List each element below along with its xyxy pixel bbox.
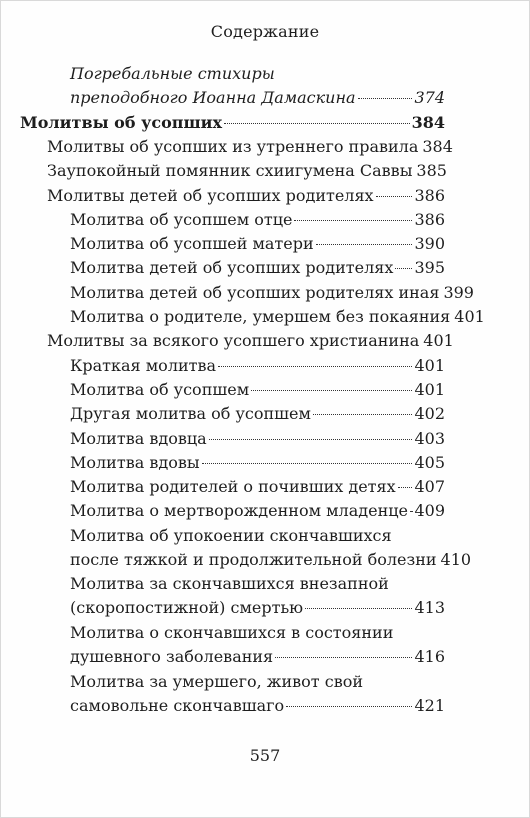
dot-leader — [398, 487, 413, 488]
toc-entry — [70, 402, 445, 426]
dot-leader — [218, 366, 412, 367]
toc-entry — [70, 572, 445, 620]
toc-entry-title: Краткая молитва — [70, 355, 217, 375]
toc-entry-page: 402 — [414, 404, 445, 424]
toc-entry-line — [70, 378, 445, 402]
toc-entry-line — [70, 572, 445, 596]
toc-entry-title: Молитва за скончавшихся внезапной — [70, 574, 389, 594]
toc-entry-title: самовольне скончавшаго — [70, 695, 285, 715]
toc-entry-page: 399 — [443, 282, 474, 302]
toc-entry-page: 384 — [411, 112, 445, 132]
dot-leader — [275, 657, 412, 658]
toc-entry-line — [70, 694, 445, 718]
toc-entry — [70, 475, 445, 499]
toc-entry-page: 407 — [414, 477, 445, 497]
dot-leader — [286, 706, 412, 707]
dot-leader — [294, 220, 412, 221]
dot-leader — [305, 608, 412, 609]
toc-entry — [70, 62, 445, 110]
toc-entry — [20, 111, 445, 135]
toc-entry-line — [47, 159, 445, 183]
dot-leader — [251, 390, 412, 391]
toc-entry-page: 374 — [414, 88, 445, 107]
toc-entry — [70, 378, 445, 402]
toc-entry-line — [70, 596, 445, 620]
toc-entry-line — [70, 475, 445, 499]
toc-entry — [47, 159, 445, 183]
dot-leader — [209, 439, 413, 440]
toc-entry-title: Молитва об усопшем — [70, 379, 250, 399]
toc-entry-line — [47, 329, 454, 353]
dot-leader — [376, 196, 413, 197]
toc-entry-title: Молитва о родителе, умершем без покаяния — [70, 307, 451, 326]
toc-entry-page: 401 — [423, 331, 454, 351]
page-title: Содержание — [210, 22, 320, 41]
toc-entry — [70, 621, 445, 669]
toc-entry-title: (скоропостижной) смертью — [70, 598, 304, 618]
toc-entry-line — [70, 281, 474, 305]
toc-entry — [70, 208, 445, 232]
toc-entry-line — [47, 184, 445, 208]
toc-entry-title: Молитва за умершего, живот свой — [70, 671, 364, 691]
toc-entry — [70, 354, 445, 378]
toc-entry-title: Молитва об упокоении скончавшихся — [70, 525, 392, 545]
toc-entry-title: душевного заболевания — [70, 646, 274, 666]
toc-entry-page: 409 — [414, 501, 445, 521]
toc-entry-line — [70, 499, 445, 523]
toc-entry-title: Молитва об усопшем отце — [70, 209, 293, 229]
toc-entry-line — [70, 524, 445, 548]
toc-entry-line — [47, 135, 453, 159]
toc-entry-line — [70, 62, 445, 86]
toc-entry-line — [70, 451, 445, 475]
toc-entry-title: Молитва вдовца — [70, 428, 207, 448]
toc-entry-title: Молитва детей об усопших родителях — [70, 258, 394, 278]
toc-entry-title: Молитва об усопшей матери — [70, 234, 314, 254]
dot-leader — [410, 511, 412, 512]
toc-entry-line — [70, 402, 445, 426]
toc-entry-page: 413 — [414, 598, 445, 618]
toc-entry-title: Молитвы детей об усопших родителях — [47, 185, 374, 205]
toc-entry-page: 385 — [416, 161, 447, 181]
toc-entry-page: 405 — [414, 452, 445, 472]
toc-entry-title: Молитва детей об усопших родителях иная — [70, 282, 440, 302]
toc-entry-title: Другая молитва об усопшем — [70, 404, 311, 424]
toc-entry-line — [70, 86, 445, 110]
toc-entry-title: Молитвы об усопших из утреннего правила — [47, 136, 419, 156]
toc-entry-title: Заупокойный помянник схиигумена Саввы — [47, 161, 413, 181]
toc-entry — [70, 281, 474, 305]
toc-entry-line — [70, 548, 472, 572]
toc-entry-line — [70, 645, 445, 669]
dot-leader — [316, 244, 413, 245]
toc-entry — [47, 184, 445, 208]
toc-entry-line — [70, 621, 445, 645]
toc-entry-title: Молитва о скончавшихся в состоянии — [70, 622, 394, 642]
toc-entry-line — [20, 111, 445, 135]
toc-entry-title: Молитва вдовы — [70, 452, 200, 472]
dot-leader — [202, 463, 413, 464]
toc-entry-page: 395 — [414, 258, 445, 278]
toc-entry — [70, 670, 445, 718]
toc-entry — [70, 256, 445, 280]
toc-entry-line — [70, 427, 445, 451]
toc-entry-page: 410 — [440, 549, 472, 569]
toc-entry — [70, 427, 445, 451]
toc-entry-line — [70, 256, 445, 280]
dot-leader — [313, 414, 412, 415]
dot-leader — [358, 98, 413, 99]
toc-entry-title: Молитвы об усопших — [20, 112, 223, 132]
toc-entry-title: Молитвы за всякого усопшего христианина — [47, 331, 420, 351]
toc-entry-line — [70, 670, 445, 694]
toc-entry-title: после тяжкой и продолжительной болезни — [70, 549, 437, 569]
toc-entry-page: 401 — [414, 355, 445, 375]
toc-entry-page: 403 — [414, 428, 445, 448]
toc-entry-page: 386 — [414, 185, 445, 205]
toc-entry — [47, 135, 453, 159]
toc-entry-title: преподобного Иоанна Дамаскина — [70, 88, 356, 107]
toc-entry-page: 390 — [414, 234, 445, 254]
toc-entry — [70, 499, 445, 523]
toc-entry-page: 421 — [414, 695, 445, 715]
dot-leader — [395, 268, 412, 269]
toc-entry-page: 401 — [454, 307, 485, 326]
toc-entry-line — [70, 305, 485, 329]
toc-entry-title: Молитва родителей о почивших детях — [70, 477, 396, 497]
toc-entry-title: Погребальные стихиры — [70, 64, 275, 83]
toc-entry-page: 401 — [414, 379, 445, 399]
toc-entry — [47, 329, 454, 353]
dot-leader — [224, 123, 410, 124]
toc-entry — [70, 305, 485, 329]
toc-entry-line — [70, 354, 445, 378]
toc-entry — [70, 524, 472, 572]
toc-entry-title: Молитва о мертворожденном младенце — [70, 501, 408, 521]
toc-entry-page: 416 — [414, 646, 445, 666]
page-number: 557 — [249, 746, 281, 765]
toc-entry-page: 386 — [414, 209, 445, 229]
toc-entry-line — [70, 232, 445, 256]
toc-entry — [70, 232, 445, 256]
toc-entry-line — [70, 208, 445, 232]
toc-entry-page: 384 — [422, 136, 453, 156]
toc-entry — [70, 451, 445, 475]
